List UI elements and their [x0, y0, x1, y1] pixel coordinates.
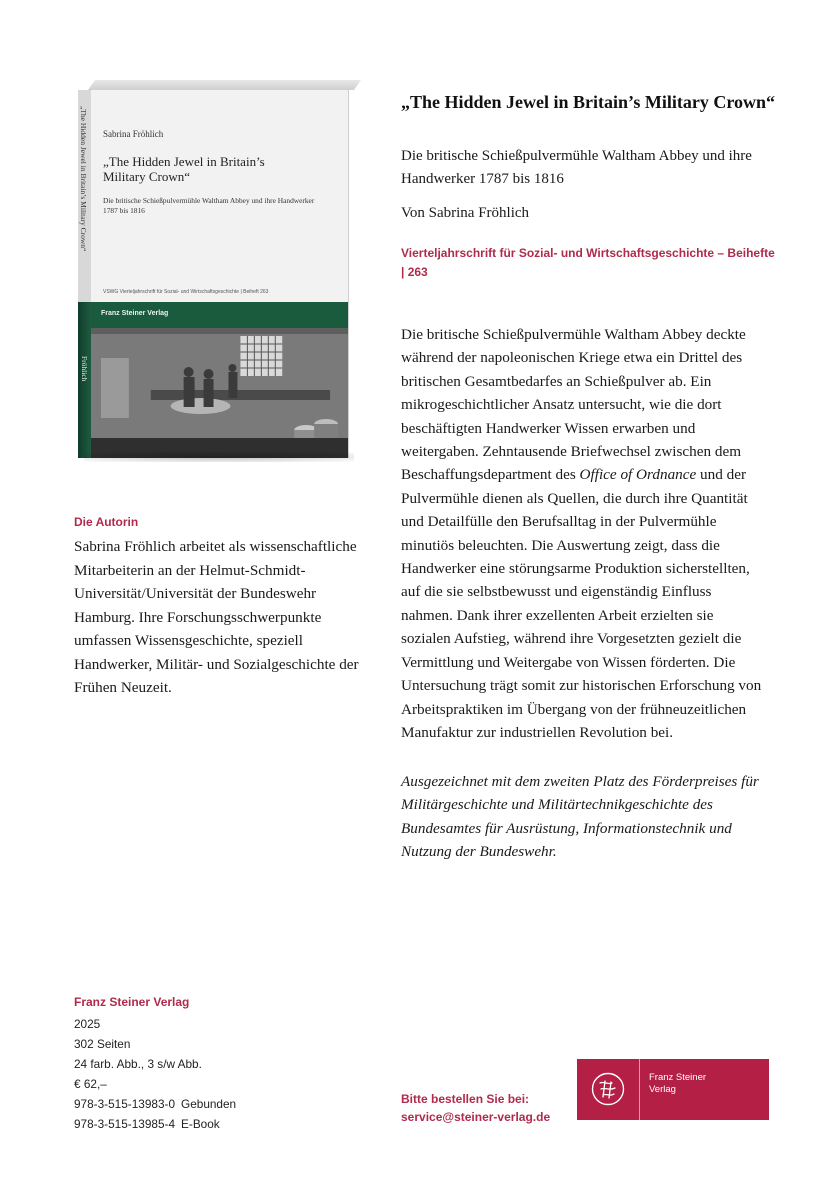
spine-title: „The Hidden Jewel in Britain’s Military Crown“	[79, 106, 88, 252]
cover-title: „The Hidden Jewel in Britain’s Military Crown“	[103, 154, 265, 184]
cover-subtitle: Die britische Schießpulvermühle Waltham Abbey und ihre Handwerker 1787 bis 1816	[103, 196, 315, 215]
logo-line-1: Franz Steiner	[649, 1072, 707, 1083]
etching-graphic	[91, 328, 348, 458]
publication-details	[74, 1014, 236, 1134]
description-part-2: und der Pulvermühle dienen als Quellen, die durch ihre Quantität und Detailfülle den Berufsalltag in der Pulvermühle minutiös beleuchten. Die Auswertung zeigt, dass die Handwerker eine störungsarme Produktion sicherstellten, auf die sie selbstbewusst und eigenständig Einfluss nahmen. Dank ihrer exzellenten Arbeit erzielten sie sozialen Aufstieg, während ihre Vorgesetzten gezielt die Vermittlung und Weitergabe von Wissen förderten. Die Untersuchung trägt somit zur historischen Erforschung von Arbeitspraktiken im Übergang von der frühneuzeitlichen Manufaktur zur industriellen Revolution bei.	[401, 466, 762, 741]
publication-illustrations: 24 farb. Abb., 3 s/w Abb.	[74, 1057, 202, 1071]
author-bio: Sabrina Fröhlich arbeitet als wissenschaftliche Mitarbeiterin an der Helmut-Schmidt-Universität/Universität der Bundeswehr Hamburg. Ihre Forschungsschwerpunkte umfassen Wissensgeschichte, speziell Handwerker, Militär- und Sozialgeschichte der Frühen Neuzeit.	[74, 538, 359, 696]
book-spine	[78, 90, 91, 458]
edition-format: Gebunden	[181, 1097, 237, 1111]
publication-price: € 62,–	[74, 1077, 107, 1091]
cover-etching-illustration	[91, 328, 348, 458]
edition-row	[74, 1094, 236, 1114]
book-author-line: Von Sabrina Fröhlich	[401, 205, 530, 221]
order-info	[401, 1090, 550, 1126]
publisher-emblem-icon	[591, 1072, 625, 1106]
book-description	[401, 323, 767, 744]
cover-series: VSWG Vierteljahrschrift für Sozial- und Wirtschaftsgeschichte | Beiheft 263	[103, 289, 269, 295]
spine-author: Fröhlich	[80, 356, 89, 382]
description-italic-term: Office of Ordnance	[579, 466, 697, 484]
edition-isbn: 978-3-515-13985-4	[74, 1117, 176, 1131]
publisher-heading: Franz Steiner Verlag	[74, 995, 190, 1009]
edition-isbn: 978-3-515-13983-0	[74, 1097, 176, 1111]
book-series: Vierteljahrschrift für Sozial- und Wirtschaftsgeschichte – Beihefte | 263	[401, 246, 775, 279]
edition-row	[74, 1114, 236, 1134]
author-section-heading: Die Autorin	[74, 515, 139, 529]
book-cover-image	[74, 80, 358, 458]
edition-format: E-Book	[181, 1117, 220, 1131]
publication-year: 2025	[74, 1017, 101, 1031]
book-title: „The Hidden Jewel in Britain’s Military Crown“	[401, 92, 776, 112]
description-part-1: Die britische Schießpulvermühle Waltham Abbey deckte während der napoleonischen Kriege etwa ein Drittel des britischen Gesamtbedarfes an Schießpulver ab. Ein mikrogeschichtlicher Ansatz untersucht, wie die dort beschäftigten Handwerker Wissen erwarben und weitergaben. Zehntausende Briefwechsel zwischen dem Beschaffungsdepartment des	[401, 326, 746, 484]
logo-line-2: Verlag	[649, 1084, 676, 1095]
cover-author: Sabrina Fröhlich	[103, 129, 164, 139]
publisher-logo-text	[649, 1072, 759, 1096]
order-email-link[interactable]: service@steiner-verlag.de	[401, 1110, 551, 1124]
book-front	[91, 90, 349, 458]
cover-publisher: Franz Steiner Verlag	[101, 310, 169, 317]
publication-pages: 302 Seiten	[74, 1037, 131, 1051]
book-top-edge	[88, 80, 361, 90]
cover-publisher-band	[91, 302, 348, 328]
award-note: Ausgezeichnet mit dem zweiten Platz des Förderpreises für Militärgeschichte und Militärtechnikgeschichte des Bundesamtes für Ausrüstung, Informationstechnik und Nutzung der Bundeswehr.	[401, 773, 759, 861]
order-prompt: Bitte bestellen Sie bei:	[401, 1092, 530, 1106]
book-subtitle: Die britische Schießpulvermühle Waltham Abbey und ihre Handwerker 1787 bis 1816	[401, 148, 752, 187]
publisher-logo	[577, 1059, 769, 1120]
